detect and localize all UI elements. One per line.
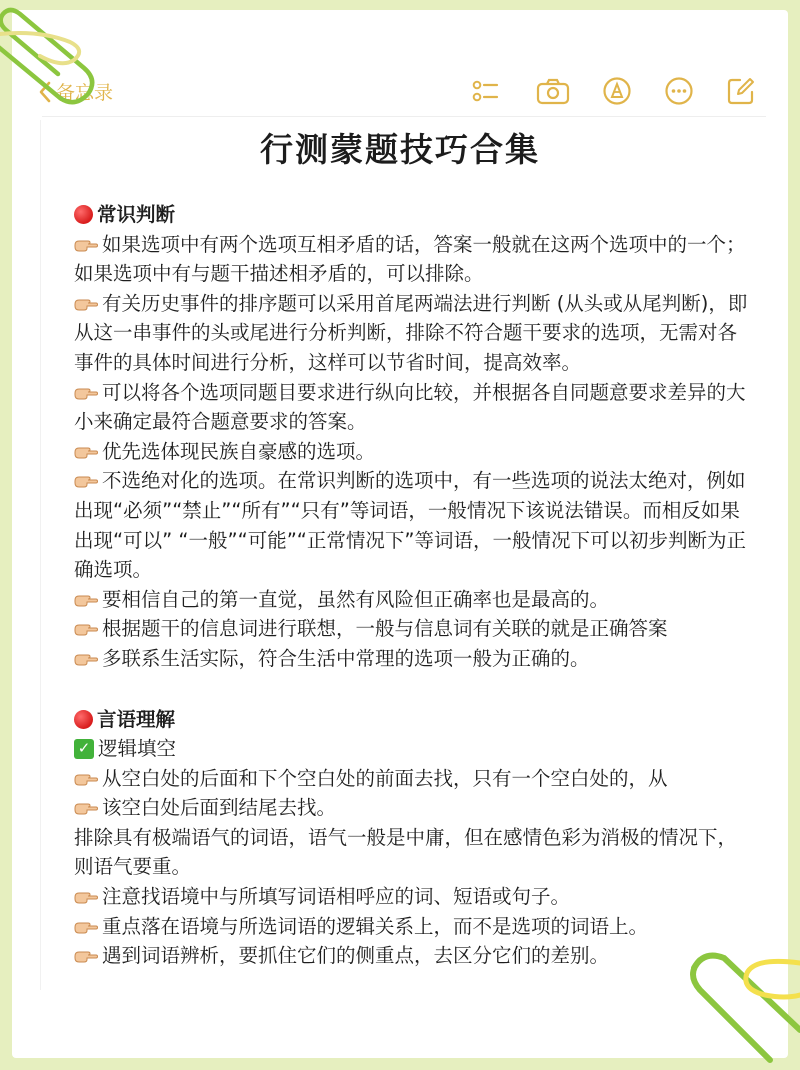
note-toolbar bbox=[12, 68, 788, 116]
tip-item: 重点落在语境与所选词语的逻辑关系上，而不是选项的词语上。 bbox=[74, 912, 754, 942]
pointing-hand-icon bbox=[74, 948, 98, 964]
sub-heading: ✓ 逻辑填空 bbox=[74, 734, 754, 764]
section-heading: 言语理解 bbox=[74, 705, 754, 735]
note-body bbox=[74, 200, 754, 971]
markup-pen-icon[interactable] bbox=[602, 76, 632, 106]
tip-item: 从空白处的后面和下个空白处的前面去找，只有一个空白处的，从 bbox=[74, 764, 754, 794]
pointing-hand-icon bbox=[74, 621, 98, 637]
pointing-hand-icon bbox=[74, 651, 98, 667]
pointing-hand-icon bbox=[74, 473, 98, 489]
tip-item: 如果选项中有两个选项互相矛盾的话，答案一般就在这两个选项中的一个；如果选项中有与题干描述相矛盾的，可以排除。 bbox=[74, 232, 746, 286]
more-options-icon[interactable] bbox=[664, 76, 694, 106]
tip-item: 根据题干的信息词进行联想，一般与信息词有关联的就是正确答案 bbox=[74, 614, 754, 644]
tip-item: 可以将各个选项同题目要求进行纵向比较，并根据各自同题意要求差异的大小来确定最符合题意要求的答案。 bbox=[74, 380, 746, 434]
tip-item: 优先选体现民族自豪感的选项。 bbox=[74, 437, 754, 467]
pointing-hand-icon bbox=[74, 444, 98, 460]
toolbar-divider bbox=[42, 116, 766, 117]
tip-item: 要相信自己的第一直觉，虽然有风险但正确率也是最高的。 bbox=[74, 585, 754, 615]
checklist-icon[interactable] bbox=[470, 76, 500, 106]
margin-line bbox=[40, 120, 41, 990]
tip-item: 有关历史事件的排序题可以采用首尾两端法进行判断 (从头或从尾判断)，即从这一串事件的头或尾进行分析判断，排除不符合题干要求的选项，无需对各事件的具体时间进行分析，这样可以节省时间，提高效率。 bbox=[74, 291, 748, 374]
tip-text: 排除具有极端语气的词语，语气一般是中庸，但在感情色彩为消极的情况下，则语气要重。 bbox=[74, 825, 738, 879]
tip-item: 不选绝对化的选项。在常识判断的选项中，有一些选项的说法太绝对，例如出现“必须”“禁止”“所有”“只有”等词语，一般情况下该说法错误。而相反如果出现“可以” “一般”“可能”“正常情况下”等词语，一般情况下可以初步判断为正确选项。 bbox=[74, 469, 747, 582]
pointing-hand-icon bbox=[74, 800, 98, 816]
note-title: 行测蒙题技巧合集 bbox=[260, 130, 540, 169]
check-mark-icon: ✓ bbox=[74, 739, 94, 759]
pointing-hand-icon bbox=[74, 237, 98, 253]
red-circle-icon bbox=[74, 205, 93, 224]
pointing-hand-icon bbox=[74, 771, 98, 787]
section-heading: 常识判断 bbox=[74, 200, 754, 230]
pointing-hand-icon bbox=[74, 919, 98, 935]
tip-item: 注意找语境中与所填写词语相呼应的词、短语或句子。 bbox=[74, 882, 754, 912]
tip-item: 多联系生活实际，符合生活中常理的选项一般为正确的。 bbox=[74, 644, 754, 674]
camera-icon[interactable] bbox=[536, 76, 570, 106]
tip-item: 该空白处后面到结尾去找。 bbox=[74, 793, 754, 823]
pointing-hand-icon bbox=[74, 385, 98, 401]
paper-clip-icon bbox=[0, 0, 90, 70]
compose-icon[interactable] bbox=[726, 76, 756, 106]
red-circle-icon bbox=[74, 710, 93, 729]
pointing-hand-icon bbox=[74, 592, 98, 608]
pointing-hand-icon bbox=[74, 889, 98, 905]
tip-item: 遇到词语辨析，要抓住它们的侧重点，去区分它们的差别。 bbox=[74, 941, 754, 971]
paper-clip-icon bbox=[735, 955, 800, 1015]
pointing-hand-icon bbox=[74, 296, 98, 312]
back-label: 备忘录 bbox=[56, 82, 114, 104]
note-page bbox=[12, 10, 788, 1058]
